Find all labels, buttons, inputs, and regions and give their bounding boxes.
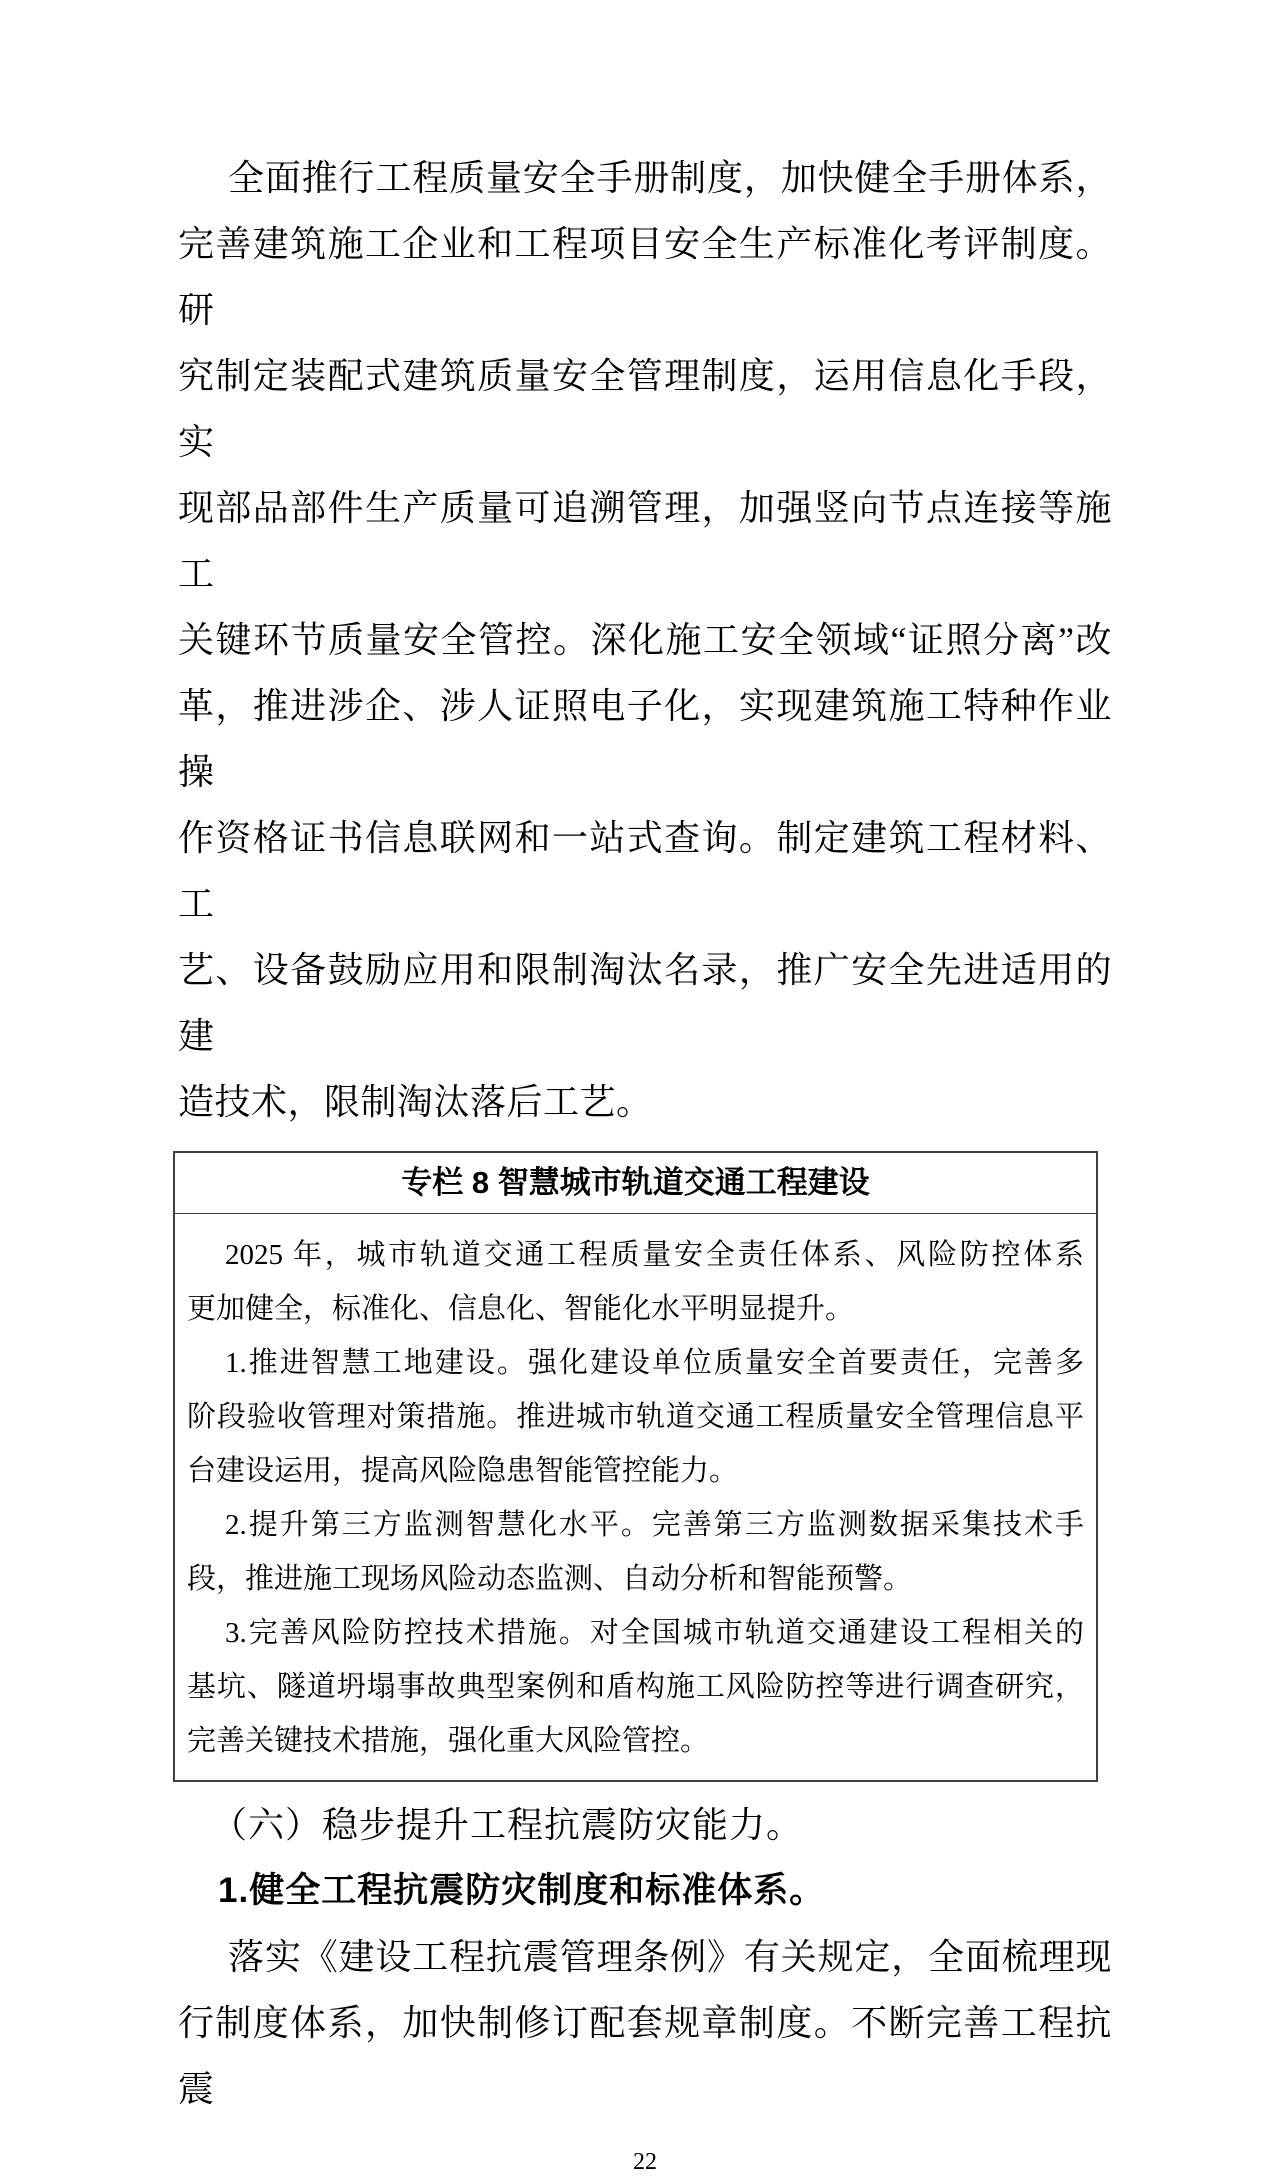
column-box-8 [173, 1151, 1098, 1782]
box-text-line: 更加健全，标准化、信息化、智能化水平明显提升。 [187, 1293, 855, 1325]
column-box-body [175, 1214, 1096, 1780]
paragraph-2 [178, 1924, 1112, 2122]
text-line: 行制度体系，加快制修订配套规章制度。不断完善工程抗震 [178, 2003, 1112, 2109]
box-text-line: 2.提升第三方监测智慧化水平。完善第三方监测数据采集技术手 [225, 1509, 1084, 1541]
column-box-title: 专栏 8 智慧城市轨道交通工程建设 [175, 1153, 1096, 1214]
text-line: 落实《建设工程抗震管理条例》有关规定，全面梳理现 [228, 1937, 1112, 1977]
text-line: 造技术，限制淘汰落后工艺。 [178, 1082, 653, 1122]
box-text-line: 阶段验收管理对策措施。推进城市轨道交通工程质量安全管理信息平 [187, 1401, 1084, 1433]
box-text-line: 2025 年，城市轨道交通工程质量安全责任体系、风险防控体系 [225, 1239, 1084, 1271]
document-content [178, 145, 1112, 2177]
box-text-line: 完善关键技术措施，强化重大风险管控。 [187, 1725, 710, 1757]
box-text-line: 3.完善风险防控技术措施。对全国城市轨道交通建设工程相关的 [225, 1617, 1084, 1649]
text-line: 现部品部件生产质量可追溯管理，加强竖向节点连接等施工 [178, 488, 1112, 594]
text-line: 关键环节质量安全管控。深化施工安全领域“证照分离”改 [178, 620, 1112, 660]
text-line: 革，推进涉企、涉人证照电子化，实现建筑施工特种作业操 [178, 686, 1112, 792]
box-text-line: 段，推进施工现场风险动态监测、自动分析和智能预警。 [187, 1563, 913, 1595]
section-heading-6: （六）稳步提升工程抗震防灾能力。 [211, 1805, 804, 1845]
text-line: 完善建筑施工企业和工程项目安全生产标准化考评制度。研 [178, 224, 1112, 330]
text-line: 究制定装配式建筑质量安全管理制度，运用信息化手段，实 [178, 356, 1112, 462]
box-text-line: 台建设运用，提高风险隐患智能管控能力。 [187, 1455, 739, 1487]
box-text-line: 1.推进智慧工地建设。强化建设单位质量安全首要责任，完善多 [225, 1347, 1084, 1379]
box-text-line: 基坑、隧道坍塌事故典型案例和盾构施工风险防控等进行调查研究， [187, 1671, 1084, 1703]
subheading-1: 1.健全工程抗震防灾制度和标准体系。 [218, 1871, 826, 1910]
page-number: 22 [633, 2149, 657, 2175]
text-line: 艺、设备鼓励应用和限制淘汰名录，推广安全先进适用的建 [178, 950, 1112, 1056]
text-line: 作资格证书信息联网和一站式查询。制定建筑工程材料、工 [178, 818, 1112, 924]
paragraph-1 [178, 145, 1112, 1135]
text-line: 全面推行工程质量安全手册制度，加快健全手册体系， [228, 158, 1112, 198]
